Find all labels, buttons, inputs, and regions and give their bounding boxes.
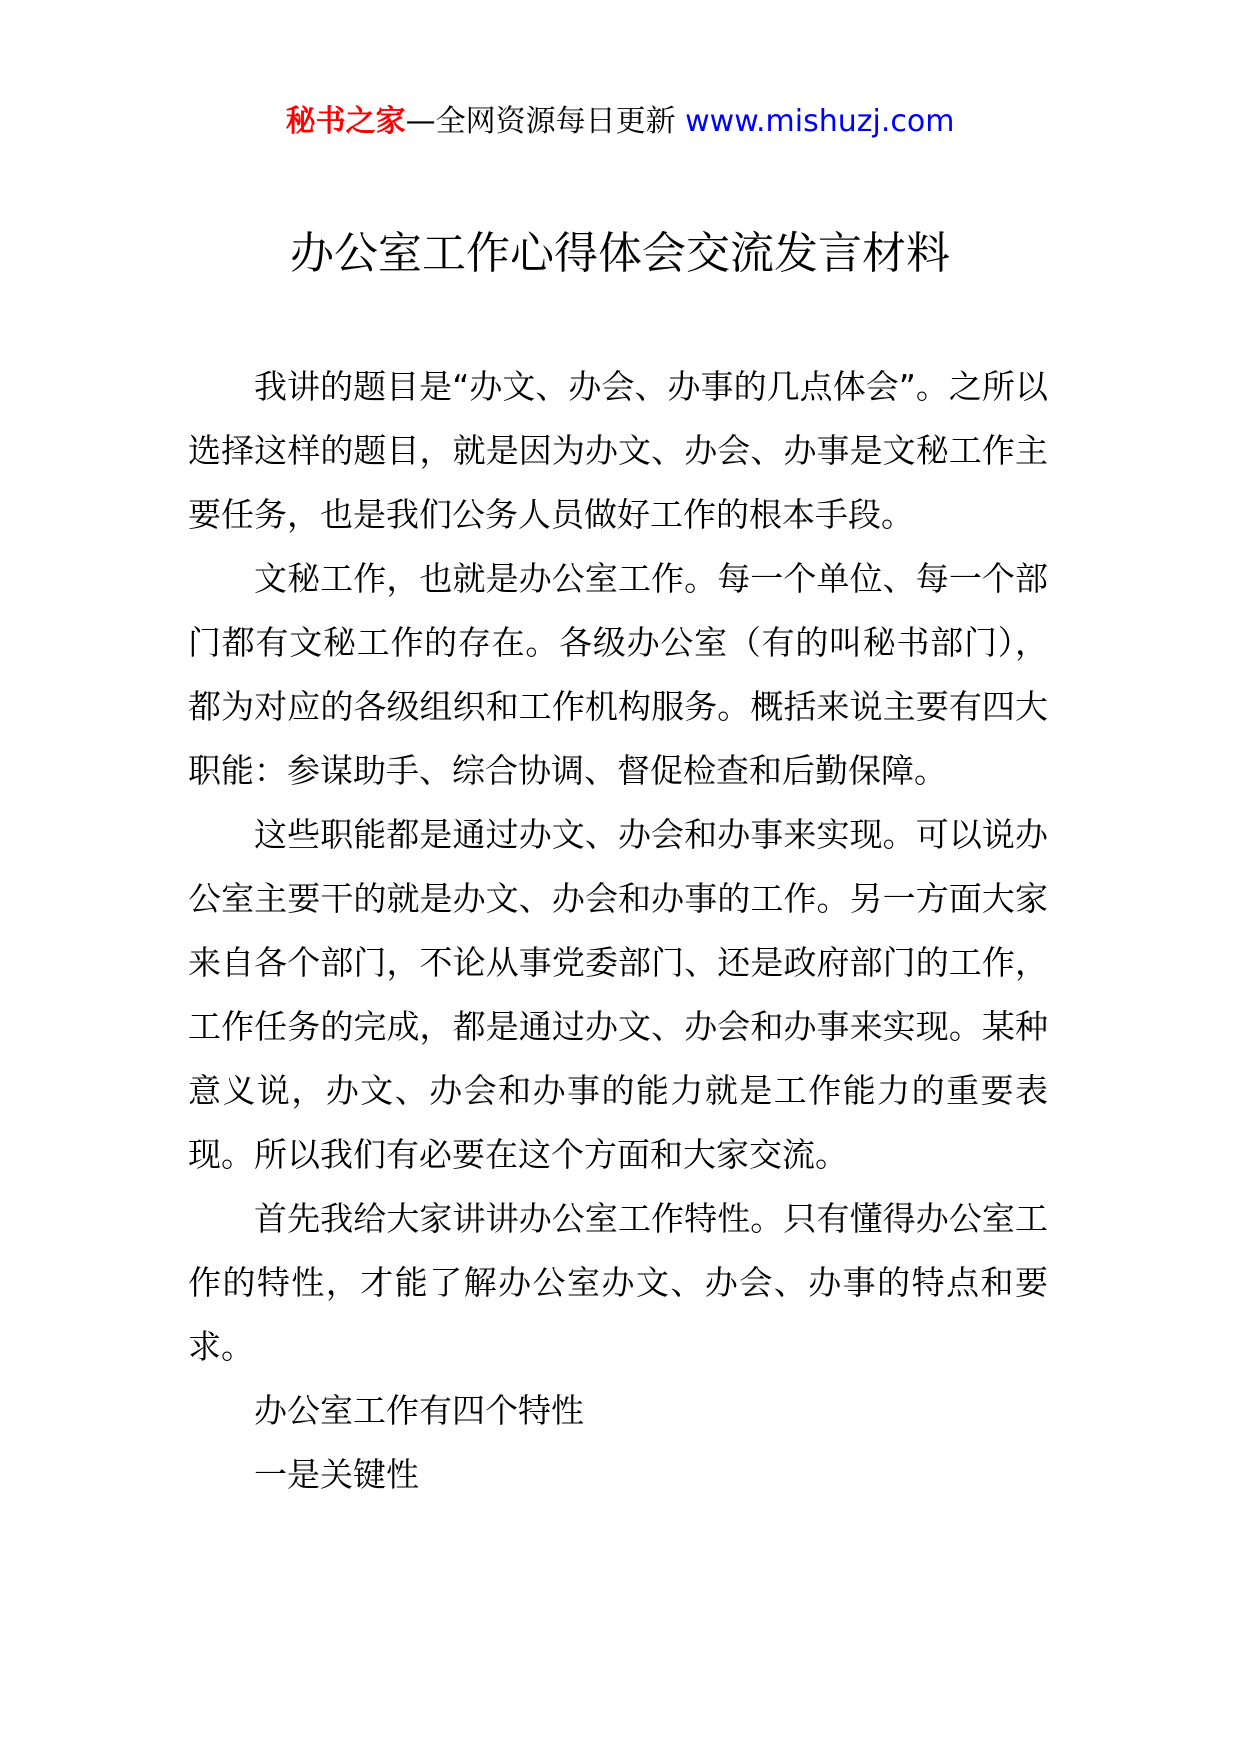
paragraph-functions: 这些职能都是通过办文、办会和办事来实现。可以说办公室主要干的就是办文、办会和办事的工作。另一方面大家来自各个部门，不论从事党委部门、还是政府部门的工作，工作任务的完成，都是通过办文、办会和办事来实现。某种意义说，办文、办会和办事的能力就是工作能力的重要表现。所以我们有必要在这个方面和大家交流。 [188, 815, 1048, 1174]
site-brand: 秘书之家 [285, 104, 406, 139]
paragraph-office-characteristics: 首先我给大家讲讲办公室工作特性。只有懂得办公室工作的特性，才能了解办公室办文、办会、办事的特点和要求。 [188, 1199, 1048, 1366]
document-title: 办公室工作心得体会交流发言材料 [290, 228, 950, 279]
subheading-key-nature: 一是关键性 [254, 1455, 419, 1494]
paragraph-topic: 我讲的题目是“办文、办会、办事的几点体会”。之所以选择这样的题目，就是因为办文、办会、办事是文秘工作主要任务，也是我们公务人员做好工作的根本手段。 [188, 367, 1048, 534]
site-header [0, 102, 1240, 142]
document-body [188, 355, 1048, 1507]
section-heading-four-characteristics: 办公室工作有四个特性 [254, 1391, 584, 1430]
site-url-link[interactable]: www.mishuzj.com [685, 104, 955, 139]
site-tagline: —全网资源每日更新 [405, 104, 676, 139]
paragraph-secretarial-work: 文秘工作，也就是办公室工作。每一个单位、每一个部门都有文秘工作的存在。各级办公室（有的叫秘书部门），都为对应的各级组织和工作机构服务。概括来说主要有四大职能：参谋助手、综合协调、督促检查和后勤保障。 [188, 559, 1048, 790]
